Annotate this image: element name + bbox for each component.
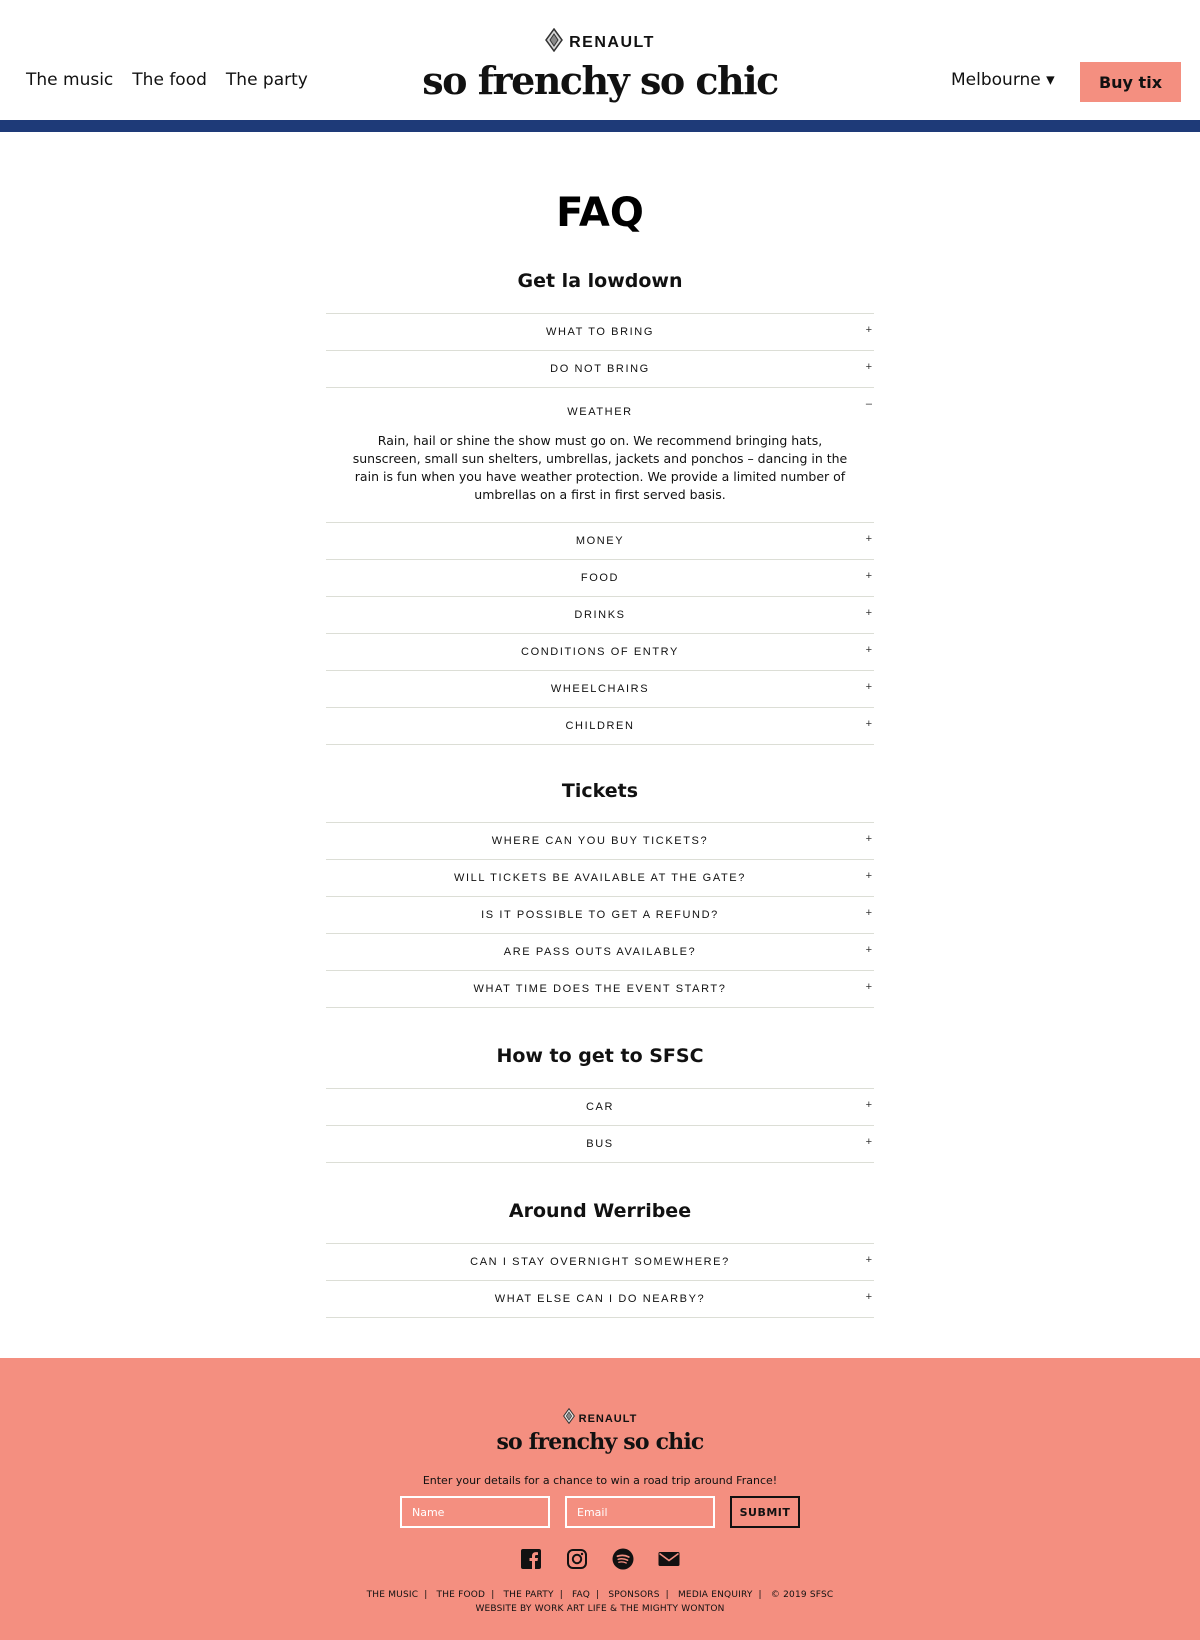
nav-link-music[interactable]: The music [26, 70, 114, 90]
faq-question: ARE PASS OUTS AVAILABLE? [503, 946, 697, 958]
expand-icon[interactable]: + [865, 324, 872, 336]
signup-prompt: Enter your details for a chance to win a road trip around France! [422, 1474, 778, 1487]
faq-question: IS IT POSSIBLE TO GET A REFUND? [481, 909, 719, 921]
footer-link-media[interactable]: MEDIA ENQUIRY [677, 1590, 753, 1600]
footer-link-music[interactable]: THE MUSIC [366, 1590, 419, 1600]
footer-links: THE MUSIC | THE FOOD | THE PARTY | FAQ | SPONSORS | MEDIA ENQUIRY | © 2019 SFSC [366, 1590, 834, 1600]
faq-item[interactable] [326, 671, 874, 708]
email-input[interactable] [565, 1496, 715, 1528]
footer-link-sponsors[interactable]: SPONSORS [608, 1590, 660, 1600]
renault-label: RENAULT [578, 1412, 638, 1425]
faq-question: WHERE CAN YOU BUY TICKETS? [491, 835, 709, 847]
section-title-werribee: Around Werribee [508, 1200, 692, 1222]
expand-icon[interactable]: + [865, 607, 872, 619]
faq-question: CAR [585, 1101, 615, 1113]
faq-question: DO NOT BRING [550, 363, 650, 375]
expand-icon[interactable]: + [865, 681, 872, 693]
faq-item[interactable] [326, 934, 874, 971]
faq-question: WHEELCHAIRS [550, 683, 650, 695]
brand-logo[interactable] [0, 28, 1200, 103]
faq-item[interactable] [326, 1244, 874, 1281]
faq-question: WILL TICKETS BE AVAILABLE AT THE GATE? [454, 872, 746, 884]
expand-icon[interactable]: + [865, 1099, 872, 1111]
section-title-getting-there: How to get to SFSC [496, 1045, 704, 1067]
faq-item[interactable] [326, 971, 874, 1008]
expand-icon[interactable]: + [865, 907, 872, 919]
faq-item[interactable] [326, 897, 874, 934]
expand-icon[interactable]: + [865, 361, 872, 373]
faq-item[interactable] [326, 634, 874, 671]
faq-item[interactable] [326, 1089, 874, 1126]
faq-question: WEATHER [567, 406, 633, 418]
facebook-icon[interactable] [520, 1548, 542, 1570]
name-input[interactable] [400, 1496, 550, 1528]
footer-link-food[interactable]: THE FOOD [436, 1590, 486, 1600]
faq-item[interactable] [326, 708, 874, 745]
expand-icon[interactable]: + [865, 870, 872, 882]
section-title-tickets: Tickets [561, 780, 639, 802]
faq-item[interactable] [326, 560, 874, 597]
renault-diamond-icon [563, 1408, 575, 1429]
faq-list-lowdown [326, 313, 874, 745]
faq-item[interactable] [326, 314, 874, 351]
faq-item[interactable] [326, 860, 874, 897]
site-footer [0, 1358, 1200, 1640]
faq-question: DRINKS [574, 609, 626, 621]
renault-label: RENAULT [569, 33, 655, 51]
expand-icon[interactable]: + [865, 1291, 872, 1303]
email-icon[interactable] [658, 1548, 680, 1570]
faq-list-werribee [326, 1243, 874, 1318]
faq-question: BUS [586, 1138, 614, 1150]
faq-item-expanded[interactable] [326, 388, 874, 523]
instagram-icon[interactable] [566, 1548, 588, 1570]
faq-list-tickets [326, 822, 874, 1008]
expand-icon[interactable]: + [865, 981, 872, 993]
expand-icon[interactable]: + [865, 833, 872, 845]
copyright: © 2019 SFSC [770, 1590, 834, 1600]
page-title: FAQ [556, 190, 644, 236]
buy-tickets-button[interactable]: Buy tix [1080, 62, 1181, 102]
renault-diamond-icon [545, 28, 563, 57]
faq-item[interactable] [326, 1126, 874, 1163]
expand-icon[interactable]: + [865, 718, 872, 730]
expand-icon[interactable]: + [865, 944, 872, 956]
expand-icon[interactable]: + [865, 1136, 872, 1148]
footer-link-faq[interactable]: FAQ [572, 1590, 591, 1600]
site-header [0, 0, 1200, 120]
site-credit[interactable]: WEBSITE BY WORK ART LIFE & THE MIGHTY WONTON [475, 1604, 725, 1614]
faq-item[interactable] [326, 823, 874, 860]
faq-item[interactable] [326, 351, 874, 388]
collapse-icon[interactable]: – [865, 398, 872, 410]
nav-link-party[interactable]: The party [225, 70, 308, 90]
faq-list-getting-there [326, 1088, 874, 1163]
city-selector[interactable]: Melbourne ▾ [951, 70, 1055, 90]
faq-item[interactable] [326, 1281, 874, 1318]
faq-question: WHAT TIME DOES THE EVENT START? [473, 983, 727, 995]
faq-question: CAN I STAY OVERNIGHT SOMEWHERE? [470, 1256, 730, 1268]
expand-icon[interactable]: + [865, 570, 872, 582]
social-links [0, 1548, 1200, 1570]
footer-brand-logo[interactable] [0, 1408, 1200, 1455]
expand-icon[interactable]: + [865, 1254, 872, 1266]
faq-question: FOOD [580, 572, 620, 584]
header-accent-bar [0, 120, 1200, 132]
site-wordmark: so frenchy so chic [422, 58, 778, 103]
submit-button[interactable]: SUBMIT [730, 1496, 800, 1528]
footer-wordmark: so frenchy so chic [496, 1429, 704, 1455]
faq-item[interactable] [326, 597, 874, 634]
section-title-lowdown: Get la lowdown [517, 270, 683, 292]
spotify-icon[interactable] [612, 1548, 634, 1570]
nav-link-food[interactable]: The food [132, 70, 207, 90]
faq-question: MONEY [575, 535, 625, 547]
footer-link-party[interactable]: THE PARTY [503, 1590, 554, 1600]
faq-answer: Rain, hail or shine the show must go on. We recommend bringing hats, sunscreen, small sun shelters, umbrellas, jackets and ponchos – dancing in the rain is fun when you have weather protection. We provide a limited number of umbrellas on a first in first served basis. [352, 433, 848, 502]
expand-icon[interactable]: + [865, 644, 872, 656]
faq-question: CONDITIONS OF ENTRY [521, 646, 679, 658]
faq-question: CHILDREN [565, 720, 635, 732]
faq-question: WHAT ELSE CAN I DO NEARBY? [494, 1293, 706, 1305]
faq-item[interactable] [326, 523, 874, 560]
faq-question: WHAT TO BRING [546, 326, 654, 338]
expand-icon[interactable]: + [865, 533, 872, 545]
